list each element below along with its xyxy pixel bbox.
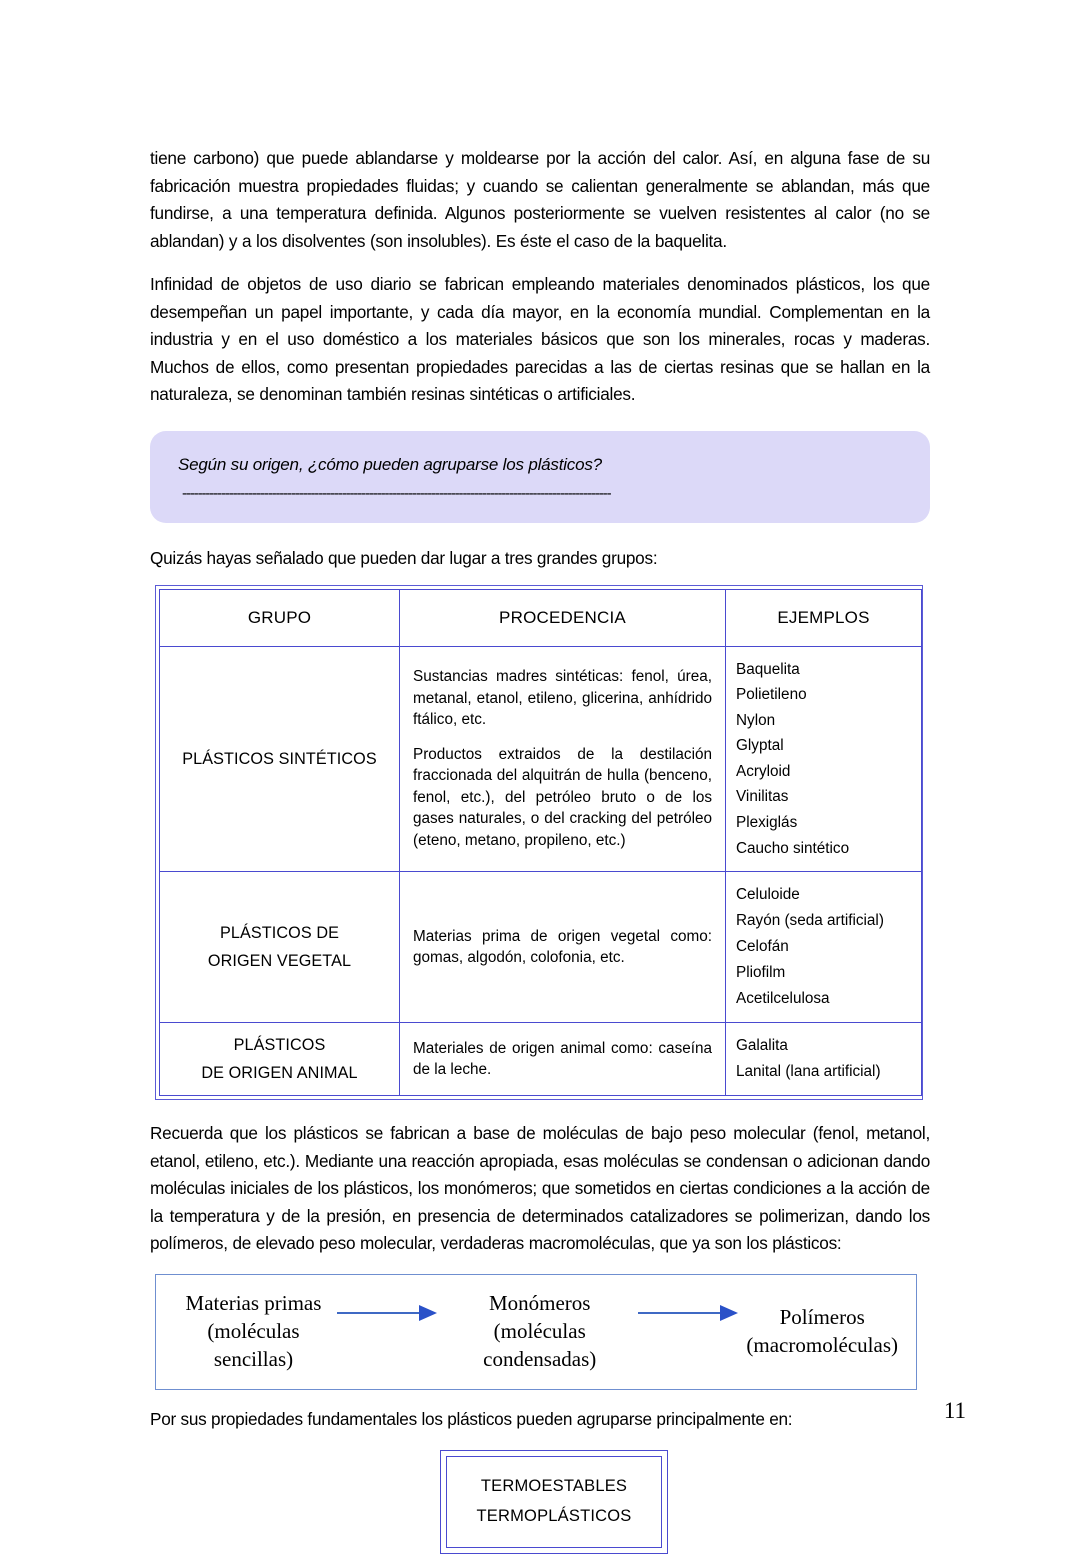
example-item: Acryloid xyxy=(736,762,791,780)
flow-node-materias-primas xyxy=(174,1289,333,1373)
flow-node-subtitle: (macromoléculas) xyxy=(746,1332,898,1357)
flow-node-subtitle: (moléculas sencillas) xyxy=(207,1318,300,1371)
example-item: Galalita xyxy=(736,1037,788,1055)
procedencia-paragraph: Sustancias madres sintéticas: fenol, úrea, metanal, etanol, etileno, glicerina, anhídrido ftálico, etc. xyxy=(413,668,712,729)
example-item: Plexiglás xyxy=(736,814,798,832)
example-item: Lanital (lana artificial) xyxy=(736,1063,881,1081)
flow-node-monomeros xyxy=(445,1289,634,1373)
table-header-ejemplos: EJEMPLOS xyxy=(726,589,922,646)
cell-procedencia-vegetal xyxy=(400,872,726,1023)
origin-table-wrapper xyxy=(155,585,923,1101)
grupo-line: PLÁSTICOS DE xyxy=(219,924,340,943)
procedencia-paragraph: Materiales de origen animal como: caseína de la leche. xyxy=(413,1039,712,1079)
cell-grupo-animal xyxy=(160,1023,400,1096)
cell-procedencia-sinteticos xyxy=(400,646,726,872)
polymer-flow-diagram xyxy=(155,1274,917,1390)
thermo-item-termoplasticos: TERMOPLÁSTICOS xyxy=(476,1506,632,1525)
example-item: Vinilitas xyxy=(736,788,789,806)
table-row xyxy=(160,1023,922,1096)
thermo-item-termoestables: TERMOESTABLES xyxy=(480,1476,628,1495)
example-item: Celuloide xyxy=(736,886,800,904)
arrow-right-icon xyxy=(638,1303,742,1325)
example-item: Rayón (seda artificial) xyxy=(736,912,884,930)
thermo-classification-box xyxy=(440,1450,668,1554)
example-item: Nylon xyxy=(736,711,776,729)
cell-ejemplos-sinteticos xyxy=(726,646,922,872)
cell-ejemplos-vegetal xyxy=(726,872,922,1023)
page-content xyxy=(150,145,930,1554)
grupo-line: DE ORIGEN ANIMAL xyxy=(201,1064,358,1083)
flow-node-subtitle: (moléculas condensadas) xyxy=(483,1318,597,1371)
table-row xyxy=(160,646,922,872)
example-item: Caucho sintético xyxy=(736,839,850,857)
cell-grupo-vegetal xyxy=(160,872,400,1023)
question-text: Según su origen, ¿cómo pueden agruparse los plásticos? xyxy=(178,454,602,474)
grupo-line: ORIGEN VEGETAL xyxy=(207,952,352,971)
question-callout xyxy=(150,431,930,523)
flow-node-title: Polímeros xyxy=(779,1304,865,1329)
paragraph-uses: Infinidad de objetos de uso diario se fabrican empleando materiales denominados plásticos, los que desempeñan un papel importante, y cada día mayor, en la economía mundial. Complementan en la industria y en el uso doméstico a los materiales básicos que son los minerales, rocas y maderas. Muchos de ellos, como presentan propiedades parecidas a las de ciertas resinas que se hallan en la naturaleza, se denominan también resinas sintéticas o artificiales. xyxy=(150,274,930,404)
flow-node-title: Materias primas xyxy=(185,1290,322,1315)
example-item: Celofán xyxy=(736,938,789,956)
paragraph-intro-continued: tiene carbono) que puede ablandarse y moldearse por la acción del calor. Así, en alguna fase de su fabricación muestra propiedades fluidas; y cuando se calientan generalmente se ablandan, más que fundirse, a una temperatura definida. Algunos posteriormente se vuelven resistentes al calor (no se ablandan) y a los disolventes (son insolubles). Es éste el caso de la baquelita. xyxy=(150,148,930,251)
procedencia-paragraph: Materias prima de origen vegetal como: gomas, algodón, colofonia, etc. xyxy=(413,927,712,967)
procedencia-paragraph: Productos extraidos de la destilación fraccionada del alquitrán de hulla (benceno, fenol, etc.), del petróleo bruto o de los gases naturales, o del cracking del petróleo (eteno, metano, propileno, etc.) xyxy=(413,745,712,849)
arrow-right-icon xyxy=(337,1303,441,1325)
grupo-line: PLÁSTICOS xyxy=(233,1036,326,1055)
paragraph-monomers: Recuerda que los plásticos se fabrican a base de moléculas de bajo peso molecular (fenol, metanol, etanol, etileno, etc.). Mediante una reacción apropiada, esas moléculas se condensan o adicionan dando moléculas iniciales de los plásticos, los monómeros; que sometidos en ciertas condiciones a la acción de la temperatura y de la presión, en presencia de determinados catalizadores se polimerizan, dando los polímeros, de elevado peso molecular, verdaderas macromoléculas, que ya son los plásticos: xyxy=(150,1123,930,1254)
flow-node-title: Monómeros xyxy=(488,1290,591,1315)
table-header-procedencia: PROCEDENCIA xyxy=(400,589,726,646)
page-number: 11 xyxy=(943,1398,966,1423)
example-item: Pliofilm xyxy=(736,964,786,982)
flow-node-polimeros xyxy=(746,1303,898,1359)
origin-table xyxy=(159,589,922,1097)
example-item: Baquelita xyxy=(736,660,800,678)
table-header-row xyxy=(160,589,922,646)
paragraph-closing: Por sus propiedades fundamentales los plásticos pueden agruparse principalmente en: xyxy=(150,1408,793,1429)
table-row xyxy=(160,872,922,1023)
cell-grupo-sinteticos: PLÁSTICOS SINTÉTICOS xyxy=(160,646,400,872)
example-item: Glyptal xyxy=(736,737,784,755)
table-header-grupo: GRUPO xyxy=(160,589,400,646)
answer-blank-line: -------------------------------------------------------------------------------------------------------------- xyxy=(182,484,611,502)
thermo-classification-inner xyxy=(446,1456,662,1548)
table-lead-in-text: Quizás hayas señalado que pueden dar lugar a tres grandes grupos: xyxy=(150,547,658,568)
example-item: Acetilcelulosa xyxy=(736,990,830,1008)
cell-ejemplos-animal xyxy=(726,1023,922,1096)
cell-procedencia-animal xyxy=(400,1023,726,1096)
example-item: Polietileno xyxy=(736,686,807,704)
